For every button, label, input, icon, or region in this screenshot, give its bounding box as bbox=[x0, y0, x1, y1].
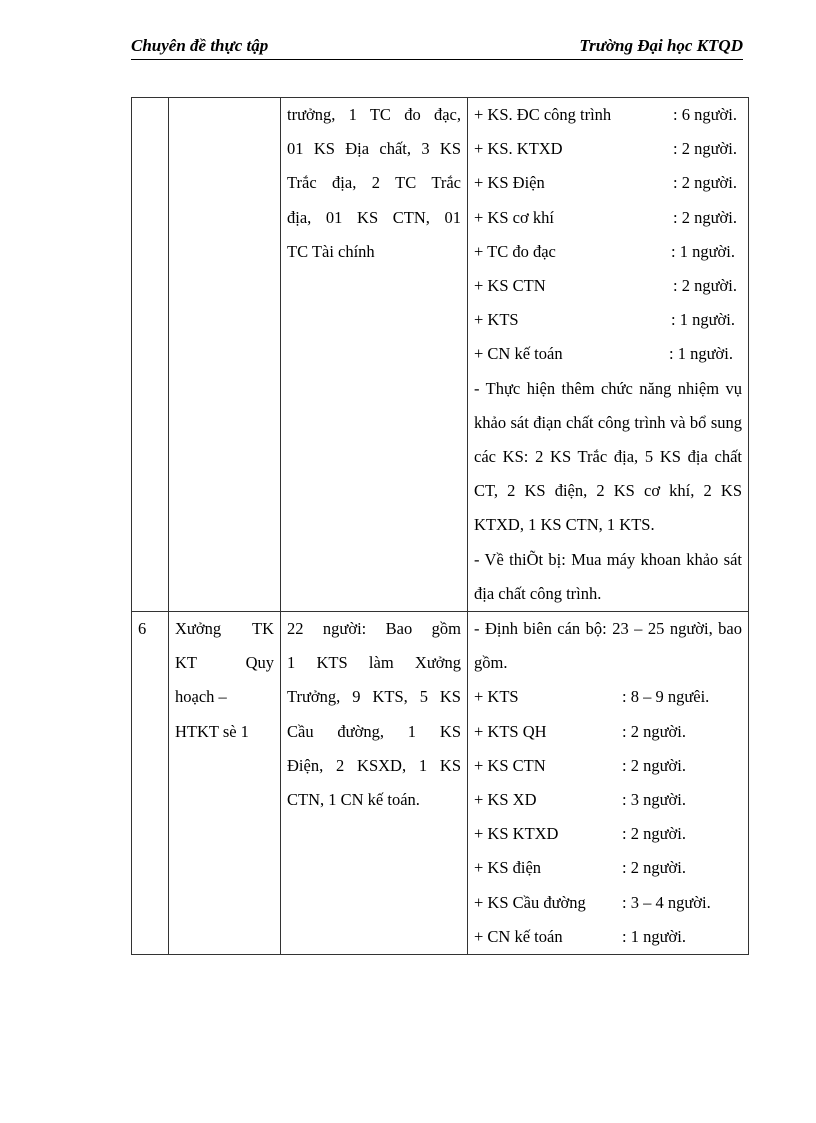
text-line: CTN, 1 CN kế toán. bbox=[287, 790, 420, 810]
plan-item-value: : 2 người. bbox=[673, 207, 737, 227]
plan-item-value: : 6 người. bbox=[673, 105, 737, 124]
plan-item-value: : 2 người. bbox=[673, 173, 737, 193]
plan-item bbox=[474, 749, 742, 783]
plan-item-value: : 1 người. bbox=[671, 241, 735, 261]
plan-item bbox=[474, 817, 742, 851]
staffing-table bbox=[131, 97, 749, 955]
plan-item bbox=[474, 886, 742, 920]
plan-item-label: + KS CTN bbox=[474, 755, 546, 775]
plan-item bbox=[474, 201, 742, 235]
plan-item-value: : 3 người. bbox=[622, 790, 686, 810]
plan-item-value: : 3 – 4 người. bbox=[622, 892, 711, 912]
text-line: TC Tài chính bbox=[287, 241, 375, 261]
plan-item-value: : 1 người. bbox=[671, 310, 735, 330]
plan-item-value: : 8 – 9 ngưêi. bbox=[622, 687, 710, 707]
plan-item-label: + KS Cầu đường bbox=[474, 892, 586, 912]
text-line: Điện, 2 KSXD, 1 KS bbox=[287, 755, 461, 775]
plan-item-label: + KS. KTXD bbox=[474, 139, 563, 159]
cell-plan bbox=[468, 612, 749, 955]
cell-no: 6 bbox=[132, 612, 169, 955]
plan-item-label: + KTS bbox=[474, 310, 519, 330]
text-line: địa, 01 KS CTN, 01 bbox=[287, 207, 461, 227]
plan-item-value: : 2 người. bbox=[622, 721, 686, 741]
plan-item bbox=[474, 920, 742, 954]
text-line: trưởng, 1 TC đo đạc, bbox=[287, 105, 461, 124]
cell-unit bbox=[169, 612, 281, 955]
table-row-continued bbox=[132, 98, 749, 612]
plan-item-label: + KS cơ khí bbox=[474, 207, 554, 227]
plan-item-label: + CN kế toán bbox=[474, 344, 563, 364]
plan-item-label: + KS CTN bbox=[474, 276, 546, 296]
plan-item-value: : 1 người. bbox=[669, 344, 733, 364]
plan-item-value: : 2 người. bbox=[673, 139, 737, 159]
plan-item-label: + TC đo đạc bbox=[474, 241, 556, 261]
plan-item bbox=[474, 851, 742, 885]
plan-item bbox=[474, 337, 742, 371]
text-line: 1 KTS làm Xưởng bbox=[287, 653, 461, 673]
plan-item bbox=[474, 715, 742, 749]
plan-note: - Thực hiện thêm chức năng nhiệm vụ khảo sát điạn chất công trình và bổ sung các KS: 2 KS Trắc địa, 5 KS địa chất CT, 2 KS điện, 2 KS cơ khí, 2 KS KTXD, 1 KS CTN, 1 KTS. bbox=[474, 378, 742, 535]
plan-item-value: : 1 người. bbox=[622, 926, 686, 946]
plan-item-label: + KS KTXD bbox=[474, 824, 559, 844]
plan-item-label: + KS. ĐC công trình bbox=[474, 105, 612, 124]
cell-unit bbox=[169, 98, 281, 612]
cell-current-staff bbox=[281, 98, 468, 612]
cell-no bbox=[132, 98, 169, 612]
plan-item-label: + CN kế toán bbox=[474, 926, 563, 946]
plan-item-value: : 2 người. bbox=[673, 276, 737, 296]
plan-item bbox=[474, 166, 742, 200]
plan-item-label: + KTS QH bbox=[474, 721, 547, 741]
plan-intro: - Định biên cán bộ: 23 – 25 người, bao gồm. bbox=[474, 619, 742, 673]
text-line: Cầu đường, 1 KS bbox=[287, 721, 461, 741]
header-rule bbox=[131, 59, 743, 60]
header-title-left: Chuyên đề thực tập bbox=[131, 36, 269, 55]
plan-item-label: + KTS bbox=[474, 687, 519, 707]
plan-item-value: : 2 người. bbox=[622, 755, 686, 775]
text-line: KT Quy bbox=[175, 653, 274, 673]
plan-item-value: : 2 người. bbox=[622, 824, 686, 844]
text-line: 01 KS Địa chất, 3 KS bbox=[287, 139, 461, 159]
plan-note: - Về thiÕt bị: Mua máy khoan khảo sát địa chất công trình. bbox=[474, 549, 742, 603]
header-title-right: Trường Đại học KTQD bbox=[579, 36, 743, 55]
plan-item bbox=[474, 303, 742, 337]
text-line: Xưởng TK bbox=[175, 619, 274, 639]
plan-item bbox=[474, 235, 742, 269]
table-row-6 bbox=[132, 612, 749, 955]
cell-current-staff bbox=[281, 612, 468, 955]
plan-item bbox=[474, 783, 742, 817]
text-line: Trắc địa, 2 TC Trắc bbox=[287, 173, 461, 193]
text-line: HTKT sè 1 bbox=[175, 721, 249, 741]
text-line: hoạch – bbox=[175, 687, 227, 707]
plan-item-label: + KS XD bbox=[474, 790, 537, 810]
plan-item bbox=[474, 269, 742, 303]
plan-item bbox=[474, 680, 742, 714]
plan-item bbox=[474, 132, 742, 166]
plan-item-value: : 2 người. bbox=[622, 858, 686, 878]
plan-item-label: + KS điện bbox=[474, 858, 542, 878]
text-line: 22 người: Bao gồm bbox=[287, 619, 461, 639]
text-line: Trưởng, 9 KTS, 5 KS bbox=[287, 687, 461, 707]
cell-plan bbox=[468, 98, 749, 612]
plan-item-label: + KS Điện bbox=[474, 173, 545, 193]
plan-item bbox=[474, 98, 742, 132]
